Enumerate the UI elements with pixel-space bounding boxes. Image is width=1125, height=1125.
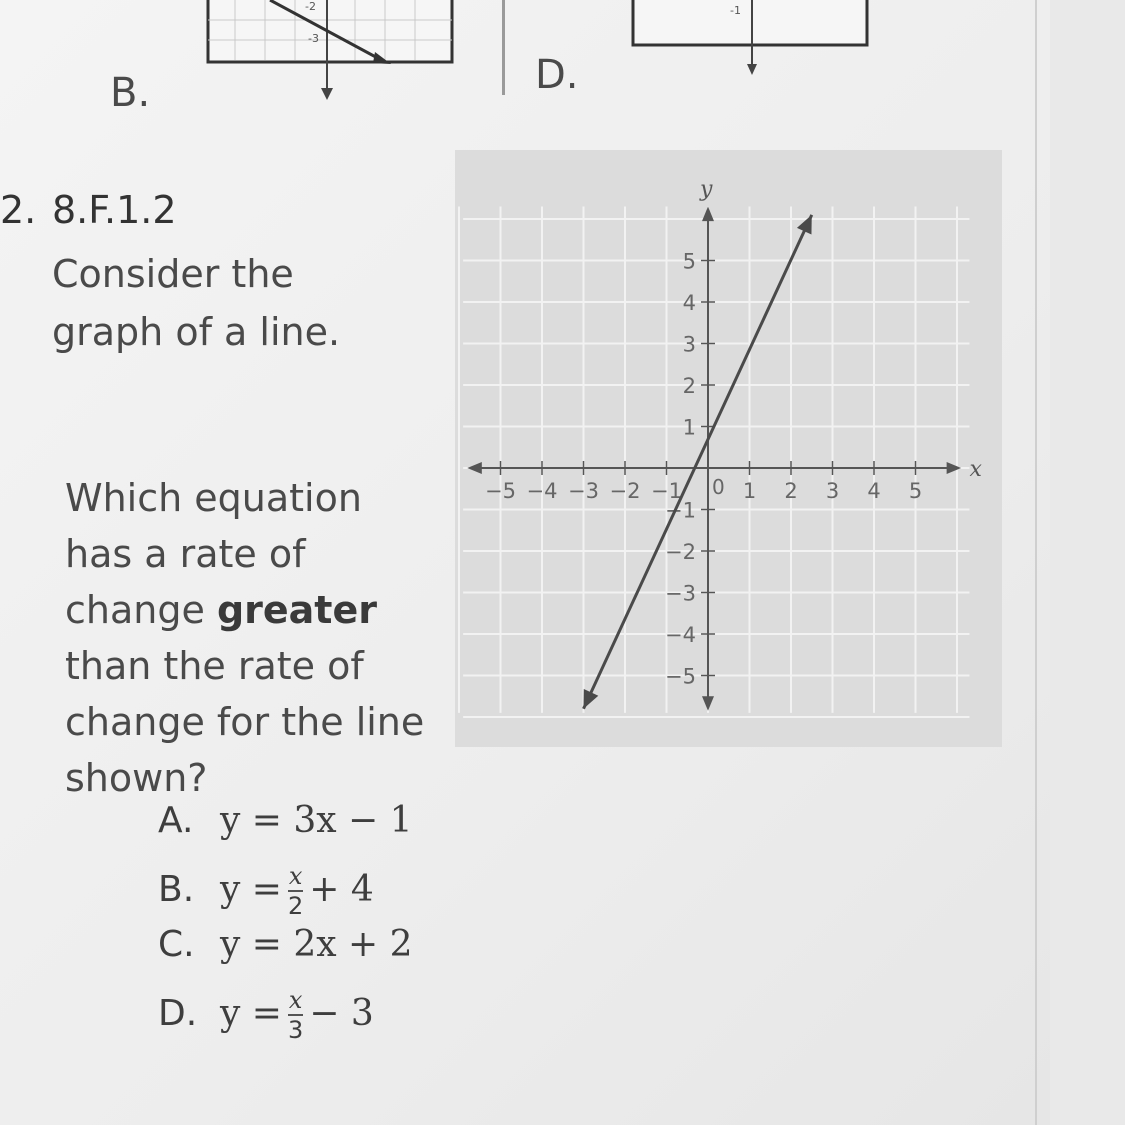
- x-tick-label: −5: [485, 479, 516, 503]
- line-graph: [455, 150, 1002, 747]
- x-tick-label: −3: [568, 479, 599, 503]
- previous-option-b-graph: [205, 0, 455, 105]
- x-tick-label: 4: [867, 479, 881, 503]
- answer-fraction: [288, 862, 303, 920]
- answer-choice-a[interactable]: [158, 800, 413, 862]
- standard-code: 8.F.1.2: [52, 188, 177, 232]
- prompt-emphasis: greater: [216, 588, 377, 632]
- question-intro: Consider the graph of a line.: [52, 252, 341, 354]
- y-tick-label: −1: [665, 498, 696, 523]
- answer-equation: y = 2x + 2: [220, 924, 413, 965]
- question-prompt: [65, 470, 425, 806]
- y-axis-label: y: [700, 177, 713, 203]
- mini-b-tick: -2: [305, 0, 316, 13]
- answer-letter: C.: [158, 924, 195, 965]
- fraction-denominator: 2: [287, 892, 304, 920]
- question-number: 2.: [0, 188, 37, 232]
- mini-d-tick: -1: [730, 4, 741, 17]
- y-tick-label: −3: [665, 581, 696, 606]
- prompt-before: Which equation has a rate of change: [65, 476, 362, 632]
- answer-choice-b[interactable]: [158, 862, 413, 924]
- y-tick-label: 5: [682, 249, 696, 274]
- answer-letter: A.: [158, 800, 194, 841]
- origin-label: 0: [712, 475, 725, 499]
- y-tick-label: 4: [682, 291, 696, 315]
- previous-option-b-label: B.: [110, 70, 151, 116]
- mini-b-tick: -3: [308, 32, 319, 45]
- x-axis-arrow: [947, 462, 962, 474]
- x-axis-arrow: [467, 462, 482, 474]
- x-axis-label: x: [969, 457, 982, 482]
- previous-option-d-label: D.: [535, 52, 579, 98]
- prompt-after: than the rate of change for the line shown?: [65, 644, 425, 800]
- answer-letter: D.: [158, 993, 198, 1034]
- y-tick-label: −2: [665, 540, 696, 564]
- fraction-numerator: x: [288, 986, 303, 1014]
- y-tick-label: −5: [665, 664, 696, 689]
- x-tick-label: −1: [651, 479, 682, 503]
- x-tick-label: 2: [784, 479, 798, 503]
- y-tick-label: −4: [665, 623, 696, 647]
- x-tick-label: 5: [908, 479, 923, 503]
- answer-equation-pre: y =: [220, 993, 282, 1034]
- x-tick-label: 1: [742, 479, 757, 503]
- previous-option-d-graph: [630, 0, 870, 80]
- y-axis-arrow: [702, 696, 714, 711]
- answer-choices: [158, 800, 413, 1048]
- answer-equation: y = 3x − 1: [220, 800, 413, 841]
- answer-fraction: [288, 986, 303, 1044]
- y-tick-label: 3: [682, 332, 696, 357]
- answer-letter: B.: [158, 869, 195, 910]
- page-margin-line: [1035, 0, 1037, 1125]
- y-axis-arrow: [702, 207, 714, 222]
- fraction-numerator: x: [288, 862, 303, 890]
- answer-choice-d[interactable]: [158, 986, 413, 1048]
- y-tick-label: 2: [682, 374, 696, 398]
- answer-choice-c[interactable]: [158, 924, 413, 986]
- column-divider: [502, 0, 505, 95]
- fraction-denominator: 3: [287, 1016, 304, 1044]
- answer-equation-pre: y =: [220, 869, 282, 910]
- answer-equation-post: − 3: [309, 993, 374, 1034]
- x-tick-label: 3: [825, 479, 840, 503]
- answer-equation-post: + 4: [309, 869, 374, 910]
- x-tick-label: −4: [526, 479, 558, 503]
- y-tick-label: 1: [682, 415, 696, 440]
- x-tick-label: −2: [609, 479, 641, 503]
